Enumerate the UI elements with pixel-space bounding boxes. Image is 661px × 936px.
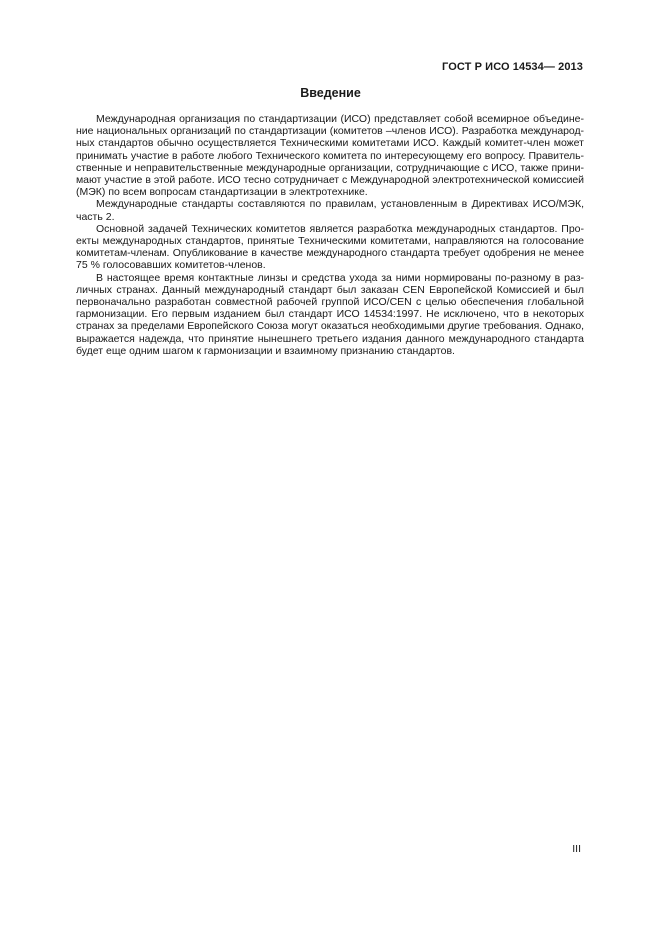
text-line: Международная организация по стандартизации (ИСО) представляет собой всемирное объедине- [96,113,584,125]
text-line: комитетам-членам. Опубликование в качестве международного стандарта требует одобрения не менее [76,247,584,260]
text-line: екты международных стандартов, принятые Техническими комитетами, направляются на голосование [76,235,584,248]
paragraph-3 [76,223,584,272]
paragraph-4 [76,272,584,357]
section-title: Введение [300,86,361,100]
text-line: первоначально разработан совместной рабочей группой ИСО/CEN с целью обеспечения глобальной [76,296,584,309]
text-line: странах за пределами Европейского Союза могут оказаться необходимыми другие требования. Однако, [76,320,584,333]
text-line: гармонизации. Его первым изданием был стандарт ИСО 14534:1997. Не исключено, что в некоторых [76,308,584,321]
text-line: ние национальных организаций по стандартизации (комитетов –членов ИСО). Разработка международ- [76,125,584,138]
text-line: часть 2. [76,210,115,223]
text-line: ных стандартов обычно осуществляется Техническими комитетами ИСО. Каждый комитет-член может [76,137,584,150]
text-line: 75 % голосовавших комитетов-членов. [76,259,266,272]
text-line: Основной задачей Технических комитетов является разработка международных стандартов. Про- [96,222,584,235]
text-line: (МЭК) по всем вопросам стандартизации в электротехнике. [76,186,368,199]
text-line: мают участие в этой работе. ИСО тесно сотрудничает с Международной электротехнической комиссией [76,174,584,187]
body-text [76,113,584,357]
text-line: В настоящее время контактные линзы и средства ухода за ними нормированы по-разному в раз- [96,271,584,284]
text-line: Международные стандарты составляются по правилам, установленным в Директивах ИСО/МЭК, [96,198,584,211]
text-line: личных странах. Данный международный стандарт был заказан CEN Европейской Комиссией и был [76,283,584,296]
paragraph-1 [76,113,584,198]
text-line: ственные и неправительственные международные организации, сотрудничающие с ИСО, также прини- [76,161,584,174]
text-line: будет еще одним шагом к гармонизации и взаимному признанию стандартов. [76,344,455,357]
document-code-header: ГОСТ Р ИСО 14534— 2013 [442,61,583,73]
text-line: выражается надежда, что принятие нынешнего третьего издания данного международного стандарта [76,332,584,345]
text-line: принимать участие в работе любого Технического комитета по интересующему его вопросу. Правитель- [76,149,584,162]
paragraph-2 [76,198,584,222]
page-number: III [572,843,581,855]
